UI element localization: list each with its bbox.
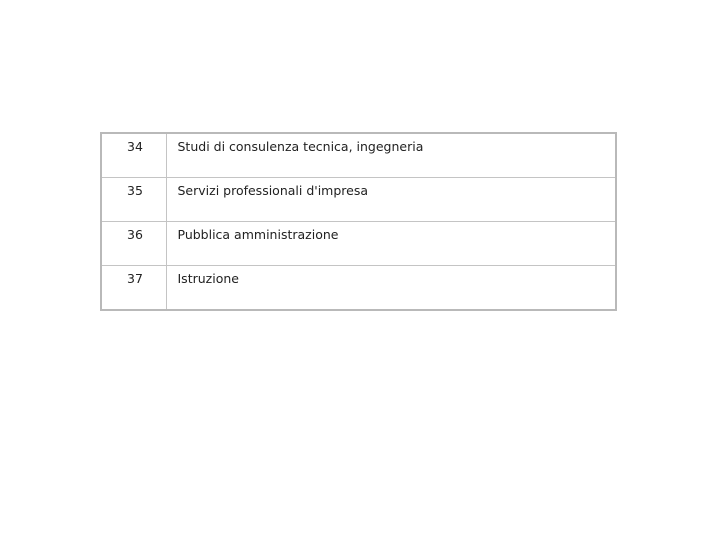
sector-description: Istruzione xyxy=(166,265,616,310)
table-row xyxy=(101,221,616,265)
table-row xyxy=(101,265,616,310)
sector-table xyxy=(100,132,617,311)
sector-code: 34 xyxy=(101,133,166,177)
sector-table-body xyxy=(101,133,616,310)
sector-code: 36 xyxy=(101,221,166,265)
sector-description: Pubblica amministrazione xyxy=(166,221,616,265)
sector-code: 35 xyxy=(101,177,166,221)
sector-description: Studi di consulenza tecnica, ingegneria xyxy=(166,133,616,177)
sector-description: Servizi professionali d'impresa xyxy=(166,177,616,221)
table-row xyxy=(101,133,616,177)
table-row xyxy=(101,177,616,221)
sector-code: 37 xyxy=(101,265,166,310)
